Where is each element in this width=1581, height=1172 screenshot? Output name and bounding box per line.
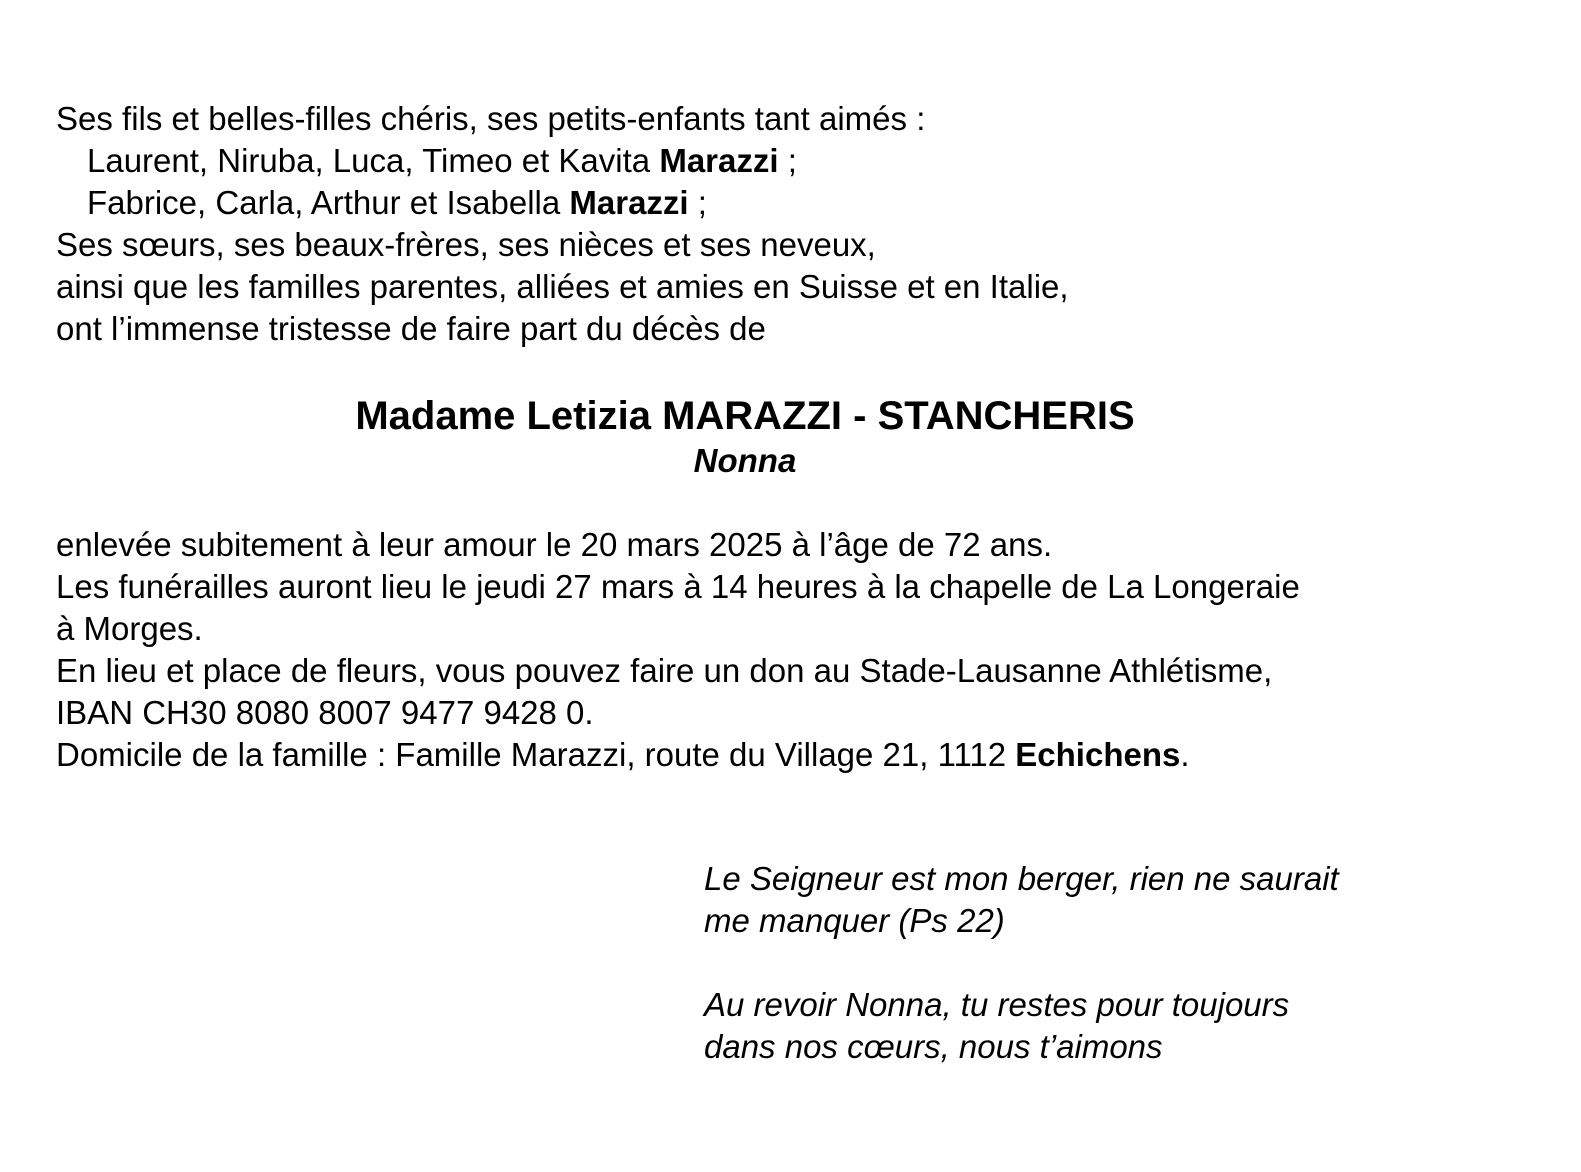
funeral-text-2: à Morges. (56, 610, 203, 647)
announce-line (56, 308, 766, 350)
siblings-text: Ses sœurs, ses beaux-frères, ses nièces et ses neveux, (56, 226, 876, 263)
funeral-text-1: Les funérailles auront lieu le jeudi 27 mars à 14 heures à la chapelle de La Longeraie (56, 568, 1300, 605)
deceased-name: Madame Letizia MARAZZI - STANCHERIS (355, 394, 1135, 438)
family1-end: ; (787, 142, 797, 179)
funeral-line-2 (56, 608, 203, 650)
intro-line (56, 98, 925, 140)
family2-end: ; (697, 184, 707, 221)
domicile-line (56, 734, 1190, 776)
family1-surname: Marazzi (659, 142, 779, 179)
farewell-line-1: Au revoir Nonna, tu restes pour toujours (704, 986, 1290, 1023)
announce-text: ont l’immense tristesse de faire part du décès de (56, 310, 766, 347)
family2-surname: Marazzi (569, 184, 689, 221)
psalm-line-1: Le Seigneur est mon berger, rien ne saurait (704, 860, 1339, 897)
iban-text: IBAN CH30 8080 8007 9477 9428 0. (56, 694, 594, 731)
family2-line (87, 182, 707, 224)
domicile-city: Echichens (1015, 736, 1181, 773)
farewell-line-2: dans nos cœurs, nous t’aimons (704, 1028, 1163, 1065)
intro-text: Ses fils et belles-filles chéris, ses petits-enfants tant aimés : (56, 100, 926, 137)
domicile-end: . (1180, 736, 1190, 773)
psalm-line-2: me manquer (Ps 22) (704, 902, 1005, 939)
relatives-line (56, 266, 1069, 308)
siblings-line (56, 224, 876, 266)
deceased-nickname: Nonna (693, 442, 797, 479)
death-line (56, 524, 1052, 566)
family1-names: Laurent, Niruba, Luca, Timeo et Kavita (87, 142, 651, 179)
donation-line-2 (56, 692, 594, 734)
funeral-line-1 (56, 566, 1300, 608)
donation-line-1 (56, 650, 1272, 692)
domicile-text: Domicile de la famille : Famille Marazzi, route du Village 21, 1112 (56, 736, 1007, 773)
family2-names: Fabrice, Carla, Arthur et Isabella (87, 184, 561, 221)
family1-line (87, 140, 797, 182)
death-text: enlevée subitement à leur amour le 20 mars 2025 à l’âge de 72 ans. (56, 526, 1053, 563)
relatives-text: ainsi que les familles parentes, alliées et amies en Suisse et en Italie, (56, 268, 1069, 305)
donation-text-1: En lieu et place de fleurs, vous pouvez faire un don au Stade-Lausanne Athlétisme, (56, 652, 1273, 689)
